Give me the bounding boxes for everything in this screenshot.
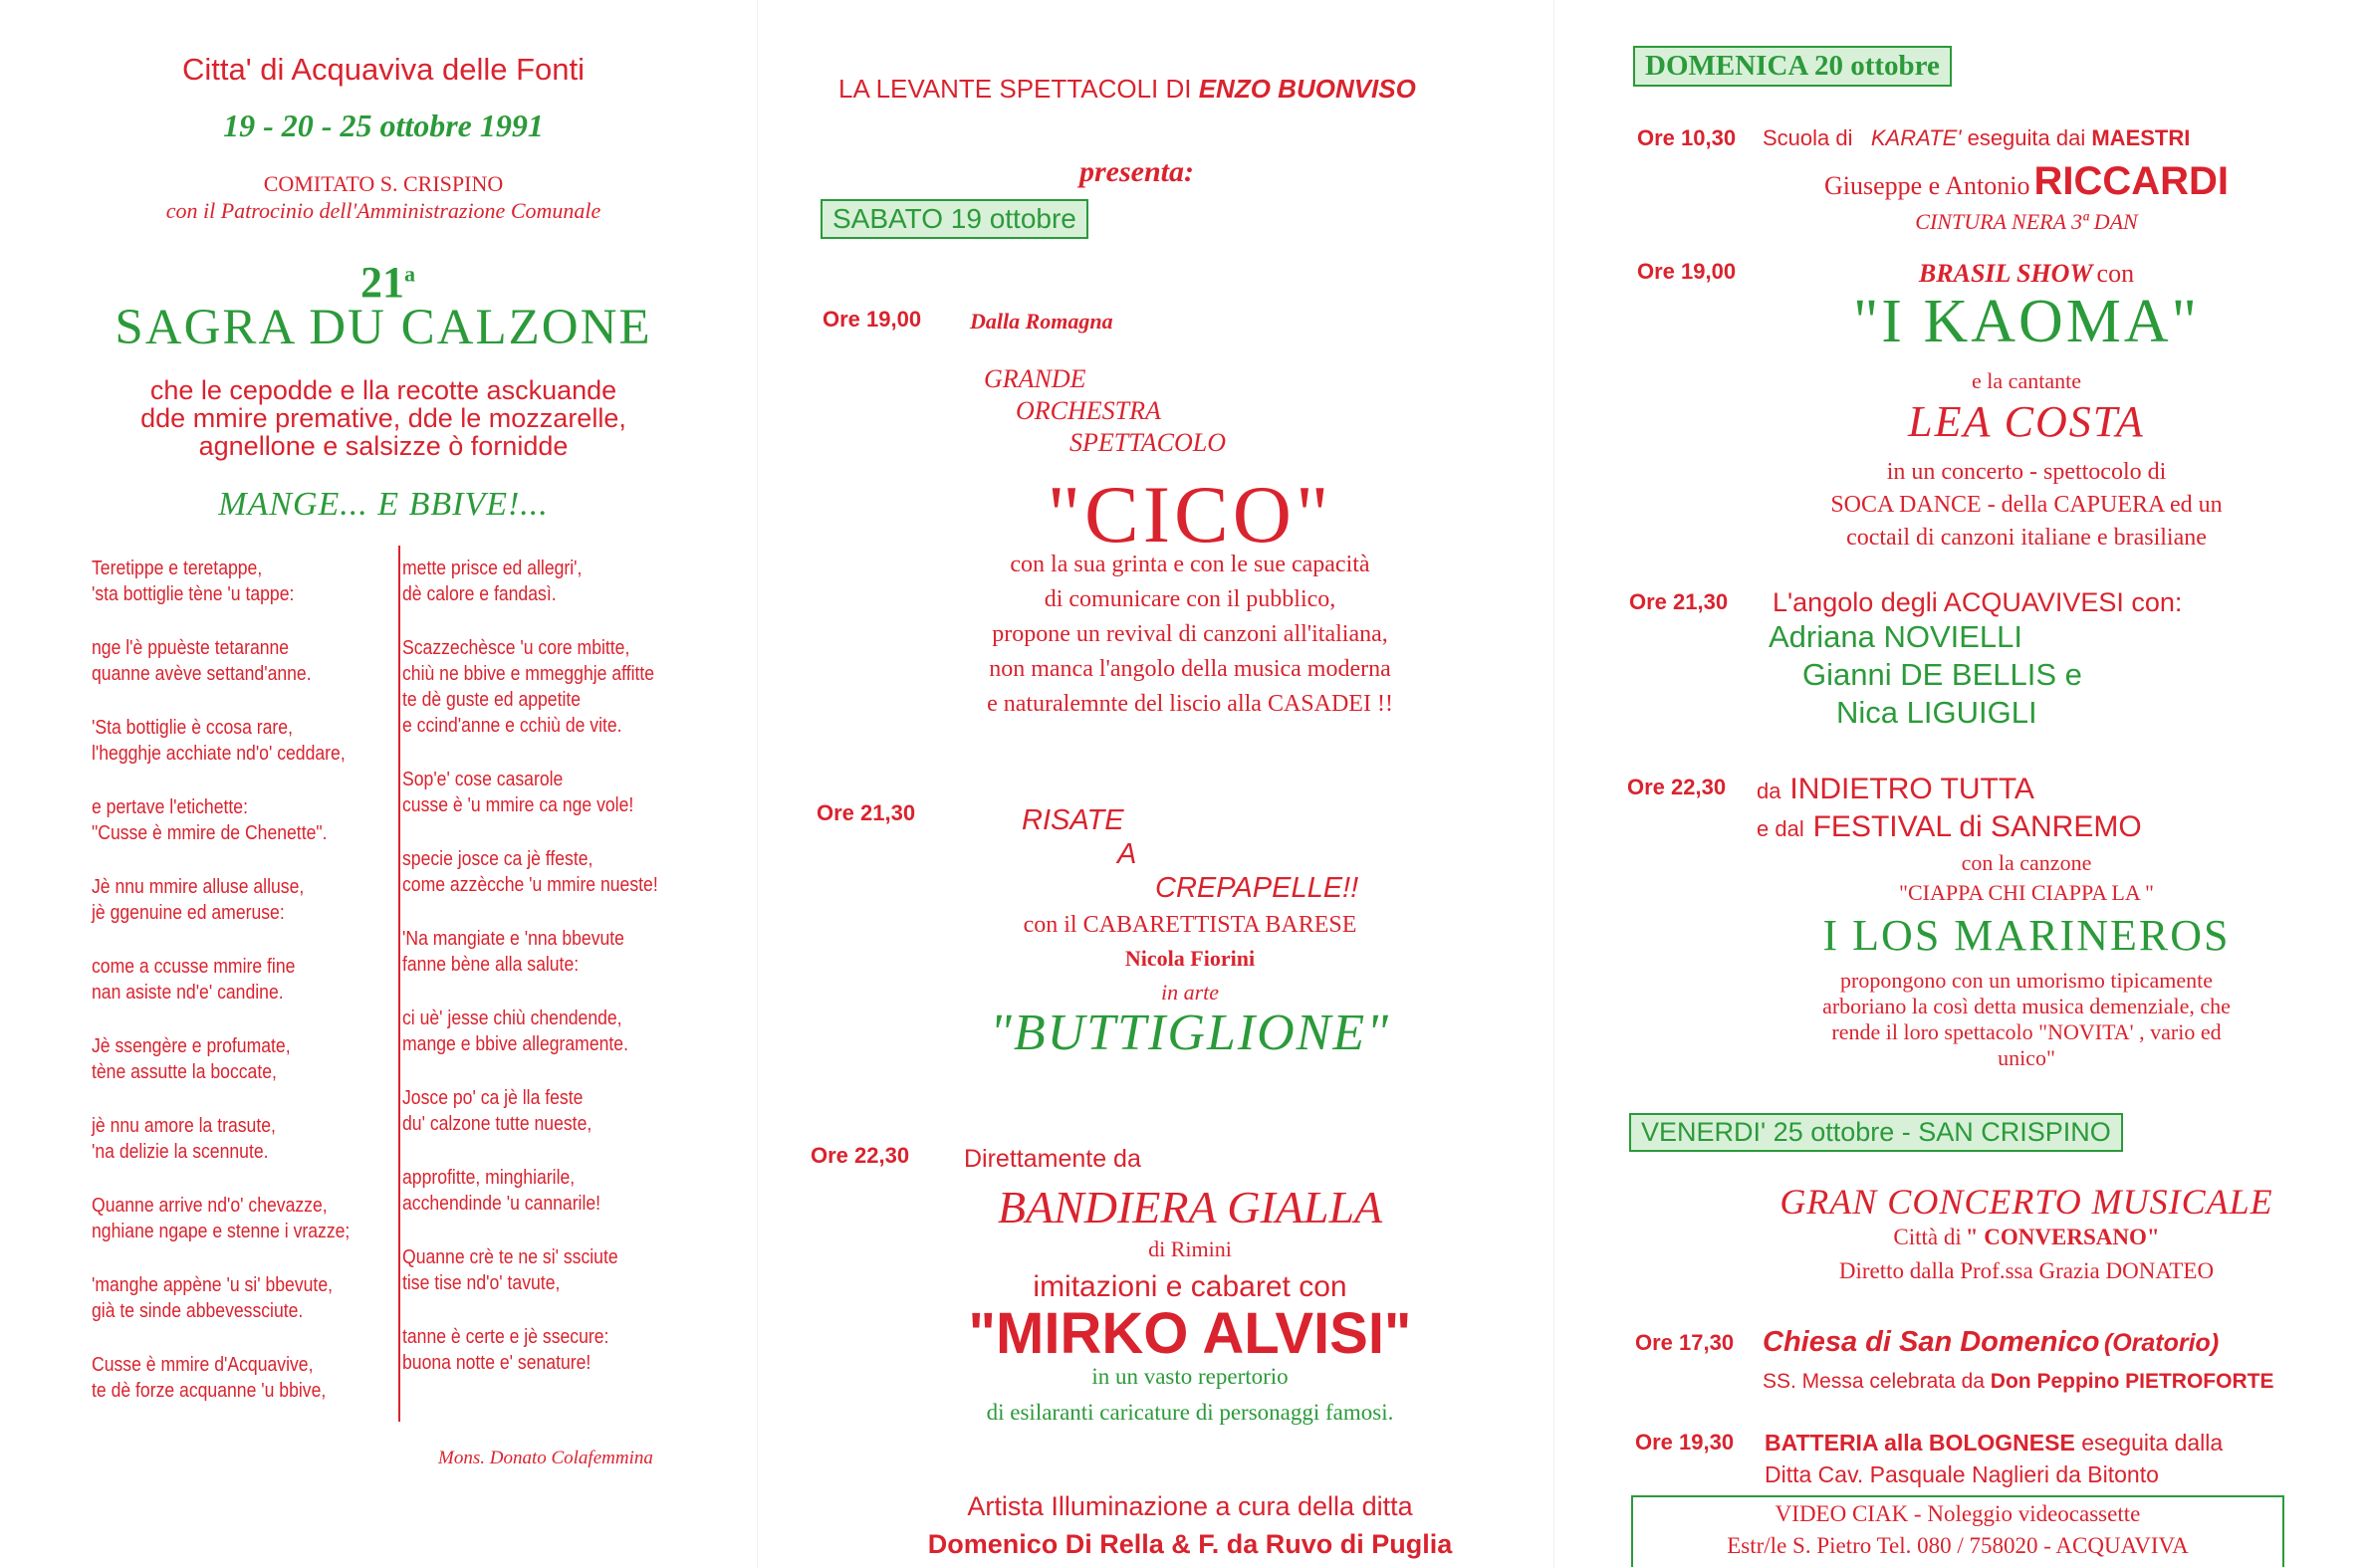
stanza: specie josce ca jè ffeste, come azzècche 'u mmire nueste!	[402, 848, 658, 896]
mirko-alvisi-title: "MIRKO ALVISI"	[968, 1301, 1412, 1366]
kaoma-description: in un concerto - spettocolo di SOCA DANCE - della CAPUERA ed un coctail di canzoni italiane e brasiliane	[1830, 459, 2223, 551]
direct-label: Direttamente da	[964, 1145, 1141, 1173]
desc-line: che le cepodde e lla recotte asckuande	[149, 375, 617, 405]
video-ciak-ad	[1631, 1495, 2284, 1567]
conversano-line: Città di " CONVERSANO"	[1893, 1225, 2160, 1249]
slogan: MANGE... E BBIVE!...	[218, 486, 549, 523]
mass-line: SS. Messa celebrata da Don Peppino PIETROFORTE	[1763, 1370, 2274, 1393]
middle-panel	[757, 0, 1553, 1568]
day-badge-friday: VENERDI' 25 ottobre - SAN CRISPINO	[1629, 1113, 2123, 1152]
lighting-company: Domenico Di Rella & F. da Ruvo di Puglia	[927, 1529, 1453, 1559]
stanza: Teretippe e teretappe, 'sta bottiglie tène 'u tappe:	[92, 558, 295, 605]
kaoma-title: "I KAOMA"	[1853, 288, 2200, 355]
desc-line: dde mmire premative, dde le mozzarelle,	[140, 403, 626, 433]
stanza: Scazzechèsce 'u core mbitte, chiù ne bbive e mmegghje affitte te dè guste ed appetite e ccind'anne e cchiù de vite.	[402, 637, 655, 737]
stanza: Cusse è mmire d'Acquavive, te dè forze acquanne 'u bbive,	[92, 1354, 327, 1402]
stanza: Quanne crè te ne si' ssciute tise tise nd'o' tavute,	[402, 1246, 618, 1294]
rimini-label: di Rimini	[1148, 1236, 1232, 1261]
event-time: Ore 21,30	[817, 800, 916, 825]
church-line: Chiesa di San Domenico (Oratorio)	[1763, 1326, 2220, 1358]
cico-description: con la sua grinta e con le sue capacità di comunicare con il pubblico, propone un revival di canzoni all'italiana, non manca l'angolo della musica moderna e naturalemnte del liscio alla CASADEI !!	[987, 552, 1393, 717]
batteria-line: BATTERIA alla BOLOGNESE eseguita dalla	[1765, 1430, 2224, 1456]
committee-name: COMITATO S. CRISPINO	[263, 171, 504, 196]
riccardi-line: Giuseppe e Antonio RICCARDI	[1823, 159, 2230, 203]
caricature-line: di esilaranti caricature di personaggi famosi.	[986, 1400, 1394, 1425]
left-panel	[0, 0, 757, 1568]
cabaret-person: Nicola Fiorini	[1124, 946, 1256, 971]
orchestra-line: ORCHESTRA	[1016, 396, 1161, 425]
desc-line: agnellone e salsizze ò fornidde	[198, 431, 569, 461]
event-time: Ore 19,00	[823, 307, 922, 332]
edition-number: 21$^a$	[360, 258, 415, 307]
stanza: 'Sta bottiglie è ccosa rare, l'hegghje acchiate nd'o' ceddare,	[92, 717, 346, 765]
event-time: Ore 19,30	[1635, 1430, 1735, 1455]
presenter-line: LA LEVANTE SPETTACOLI DI ENZO BUONVISO	[838, 74, 1416, 104]
risate-line: RISATE	[1022, 804, 1124, 836]
bandiera-gialla-title: BANDIERA GIALLA	[997, 1182, 1383, 1232]
presenta-label: presenta:	[1079, 155, 1194, 188]
in-arte-label: in arte	[1160, 980, 1220, 1005]
brasil-show-line: BRASIL SHOW con	[1918, 259, 2135, 288]
concert-title: GRAN CONCERTO MUSICALE	[1779, 1182, 2273, 1222]
orchestra-line: SPETTACOLO	[1069, 428, 1226, 457]
stanza: mette prisce ed allegri', dè calore e fandasì.	[402, 558, 583, 605]
day-badge-saturday: SABATO 19 ottobre	[821, 199, 1088, 239]
stanza: approfitte, minghiarile, acchendinde 'u cannarile!	[402, 1167, 601, 1215]
festival-dates: 19 - 20 - 25 ottobre 1991	[223, 108, 544, 143]
artist-name: Gianni DE BELLIS e	[1802, 657, 2082, 692]
stanza: 'manghe appène 'u si' bbevute, già te sinde abbevessciute.	[92, 1274, 333, 1322]
stanza: nge l'è ppuèste tetaranne quanne avève settand'anne.	[92, 637, 312, 685]
poem-right-column	[402, 556, 658, 1404]
festival-description	[0, 376, 767, 460]
stanza: Jè nnu mmire alluse alluse, jè ggenuine ed ameruse:	[92, 876, 305, 924]
stanza: jè nnu amore la trasute, 'na delizie la scennute.	[92, 1115, 276, 1163]
repertoire-line: in un vasto repertorio	[1091, 1364, 1289, 1389]
cico-title: "CICO"	[1047, 469, 1333, 560]
stanza: Quanne arrive nd'o' chevazze, nghiane ngape e stenne i vrazze;	[92, 1195, 351, 1242]
buttiglione-title: "BUTTIGLIONE"	[990, 1005, 1390, 1061]
stanza: Jè ssengère e profumate, tène assutte la boccate,	[92, 1035, 291, 1083]
acquavivesi-intro: L'angolo degli ACQUAVIVESI con:	[1773, 587, 2183, 617]
event-time: Ore 22,30	[1627, 775, 1727, 799]
lea-costa-title: LEA COSTA	[1908, 397, 2145, 446]
lighting-credit: Artista Illuminazione a cura della ditta	[967, 1491, 1413, 1521]
patronage-text: con il Patrocinio dell'Amministrazione Comunale	[165, 198, 601, 223]
singer-intro: e la cantante	[1972, 368, 2081, 393]
city-title: Citta' di Acquaviva delle Fonti	[182, 52, 585, 87]
director-line: Diretto dalla Prof.ssa Grazia DONATEO	[1838, 1258, 2215, 1283]
festival-title: SAGRA DU CALZONE	[115, 300, 652, 355]
los-marineros-title: I LOS MARINEROS	[1822, 911, 2231, 960]
poem-left-column	[92, 556, 350, 1432]
cabaret-line: con il CABARETTISTA BARESE	[1023, 912, 1357, 938]
event-time: Ore 22,30	[811, 1143, 910, 1168]
poem-divider	[398, 546, 400, 1422]
event-time: Ore 17,30	[1635, 1330, 1735, 1355]
right-panel	[1553, 0, 2370, 1568]
event-time: Ore 21,30	[1629, 589, 1729, 614]
artist-name: Adriana NOVIELLI	[1769, 619, 2023, 654]
stanza: 'Na mangiate e 'nna bbevute fanne bène alla salute:	[402, 928, 624, 976]
ad-line: Estr/le S. Pietro Tel. 080 / 758020 - ACQUAVIVA	[1727, 1533, 2189, 1558]
marineros-description: propongono con un umorismo tipicamente arboriano la così detta musica demenziale, che rende il loro spettacolo "NOVITA' , vario ed unico"	[1822, 968, 2231, 1070]
indietro-tutta-line: da INDIETRO TUTTA	[1757, 773, 2034, 805]
stanza: tanne è certe e jè ssecure: buona notte e' senature!	[402, 1326, 609, 1374]
imitazioni-line: imitazioni e cabaret con	[1033, 1270, 1347, 1303]
risate-line: CREPAPELLE!!	[1155, 872, 1359, 904]
risate-line: A	[1117, 838, 1137, 870]
stanza: e pertave l'etichette: "Cusse è mmire de Chenette".	[92, 796, 328, 844]
song-title: "CIAPPA CHI CIAPPA LA "	[1899, 880, 2154, 905]
day-badge-sunday: DOMENICA 20 ottobre	[1633, 46, 1952, 87]
black-belt-label: CINTURA NERA 3ª DAN	[1915, 209, 2138, 234]
event-origin: Dalla Romagna	[970, 309, 1113, 334]
sanremo-line: e dal FESTIVAL di SANREMO	[1757, 810, 2142, 843]
song-intro: con la canzone	[1961, 850, 2092, 875]
stanza: Josce po' ca jè lla feste du' calzone tutte nueste,	[402, 1087, 592, 1135]
ad-line: VIDEO CIAK - Noleggio videocassette	[1775, 1501, 2141, 1526]
stanza: come a ccusse mmire fine nan asiste nd'e' candine.	[92, 956, 296, 1004]
stanza: Sop'e' cose casarole cusse è 'u mmire ca nge vole!	[402, 769, 634, 816]
artist-name: Nica LIGUIGLI	[1836, 695, 2037, 730]
orchestra-line: GRANDE	[984, 364, 1086, 393]
poem-author: Mons. Donato Colafemmina	[438, 1448, 653, 1468]
stanza: ci uè' jesse chiù chendende, mange e bbive allegramente.	[402, 1008, 628, 1055]
event-time: Ore 10,30	[1637, 125, 1737, 150]
karate-line: Scuola di KARATE' eseguita dai MAESTRI	[1763, 125, 2191, 150]
event-time: Ore 19,00	[1637, 259, 1737, 284]
bitonto-line: Ditta Cav. Pasquale Naglieri da Bitonto	[1765, 1461, 2159, 1487]
